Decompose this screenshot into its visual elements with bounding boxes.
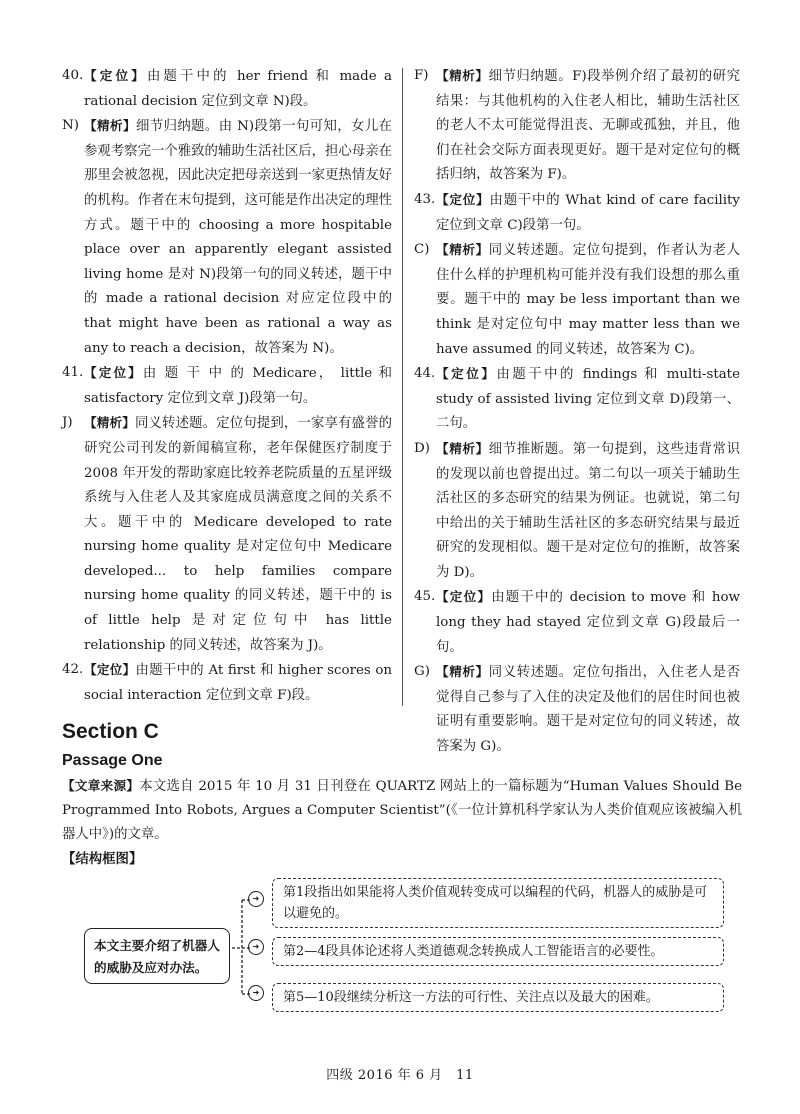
entry-text: 由题干中的 findings 和 multi-state study of assisted living 定位到文章 D)段第一、二句。: [436, 367, 740, 432]
entry-c-analysis: [414, 238, 740, 362]
passage-title: Passage One: [62, 752, 163, 769]
entry-text: 由题干中的 What kind of care facility 定位到文章 C)段第一句。: [436, 192, 741, 233]
diagram-branch-2: 第2—4段具体论述将人类道德观念转换成人工智能语言的必要性。: [272, 937, 724, 966]
entry-label: 45.: [414, 589, 436, 605]
entry-tag: 【精析】: [436, 68, 489, 83]
entry-45-locate: [414, 585, 740, 660]
entry-text: 同义转述题。定位句提到，一家享有盛誉的研究公司刊发的新闻稿宣称，老年保健医疗制度于 2008 年开发的帮助家庭比较养老院质量的五星评级系统与入住老人及其家庭成员满意度之间的关系不大。题干中的 Medicare developed to rate nursing home quality 是对定位句中 Medicare developed... to help families compare nursing home quality 的同义转述，题干中的 is of little help 是对定位句中 has little relationship 的同义转述，故答案为 J)。: [84, 416, 393, 653]
entry-tag: 【精析】: [84, 415, 135, 431]
left-column: [62, 64, 392, 708]
entry-41-locate: [62, 361, 392, 411]
entry-text: 细节归纳题。F)段举例介绍了最初的研究结果：与其他机构的入住老人相比，辅助生活社区的老人不太可能觉得沮丧、无聊或孤独，并且，他们在社会交际方面表现更好。题干是对定位句的概括归纳，故答案为 F)。: [436, 69, 741, 183]
arrow-circle-icon: ➜: [248, 889, 278, 911]
entry-label: C): [414, 242, 430, 258]
section-title: Section C: [62, 720, 159, 743]
diagram-branch-3: 第5—10段继续分析这一方法的可行性、关注点以及最大的困难。: [272, 983, 724, 1012]
right-column: [414, 64, 740, 760]
entry-text: 同义转述题。定位句提到，作者认为老人住什么样的护理机构可能并没有我们设想的那么重要。题干中的 may be less important than we think 是对定位句中 may matter less than we have assumed 的同义转述，故答案为 C)。: [436, 243, 741, 357]
entry-40-locate: [62, 64, 392, 114]
entry-n-analysis: [62, 114, 392, 361]
entry-44-locate: [414, 362, 740, 437]
source-text: 本文选自 2015 年 10 月 31 日刊登在 QUARTZ 网站上的一篇标题为“Human Values Should Be Programmed Into Robots, Argues a Computer Scientist”(《一位计算机科学家认为人类价值观应该被编入机器人中》)的文章。: [62, 779, 742, 842]
entry-label: 41.: [62, 365, 84, 381]
entry-tag: 【精析】: [436, 242, 489, 258]
entry-tag: 【定位】: [84, 365, 143, 381]
entry-43-locate: [414, 188, 740, 238]
entry-label: 43.: [414, 191, 436, 207]
entry-label: 44.: [414, 366, 436, 382]
entry-text: 细节推断题。第一句提到，这些违背常识的发现以前也曾提出过。第二句以一项关于辅助生活社区的多态研究的结果为例证。也就说，第二句中给出的关于辅助生活社区的多态研究结果与最近研究的发现相似。题干是对定位句的推断，故答案为 D)。: [436, 441, 741, 580]
entry-text: 由题干中的 her friend 和 made a rational decision 定位到文章 N)段。: [84, 69, 393, 109]
entry-text: 由题干中的 At first 和 higher scores on social interaction 定位到文章 F)段。: [84, 663, 393, 703]
column-divider: [402, 68, 403, 706]
source-tag: 【文章来源】: [62, 778, 140, 793]
entry-tag: 【定位】: [84, 662, 136, 678]
entry-label: F): [414, 68, 429, 83]
framework-label: 【结构框图】: [62, 852, 143, 867]
entry-label: D): [414, 440, 430, 456]
entry-tag: 【定位】: [436, 191, 490, 207]
entry-42-locate: [62, 658, 392, 708]
entry-j-analysis: [62, 411, 392, 658]
arrow-circle-icon: ➜: [248, 983, 278, 1005]
entry-label: N): [62, 118, 79, 134]
entry-label: J): [62, 415, 73, 431]
diagram-branch-1: 第1段指出如果能将人类价值观转变成可以编程的代码，机器人的威胁是可以避免的。: [272, 878, 724, 928]
entry-text: 同义转述题。定位句指出，入住老人是否觉得自己参与了入住的决定及他们的居住时间也被证明有重要影响。题干是对定位句的同义转述，故答案为 G)。: [436, 665, 741, 755]
entry-label: 40.: [62, 68, 84, 83]
entry-text: 由题干中的 decision to move 和 how long they had stayed 定位到文章 G)段最后一句。: [436, 590, 740, 655]
entry-label: G): [414, 664, 430, 680]
arrow-circle-icon: ➜: [248, 937, 278, 959]
diagram-main-box: 本文主要介绍了机器人的威胁及应对办法。: [84, 928, 230, 984]
entry-label: 42.: [62, 662, 84, 678]
entry-f-analysis: [414, 64, 740, 188]
entry-tag: 【定位】: [84, 68, 147, 83]
entry-text: 由 题 干 中 的 Medicare， little 和 satisfactory 定位到文章 J)段第一句。: [84, 366, 392, 406]
entry-d-analysis: [414, 437, 740, 586]
entry-tag: 【精析】: [436, 440, 489, 456]
entry-text: 细节归纳题。由 N)段第一句可知，女儿在参观考察完一个雅致的辅助生活社区后，担心母亲在那里会被忽视，因此决定把母亲送到一家更热情友好的机构。作者在末句提到，这可能是作出决定的理性方式。题干中的 choosing a more hospitable place over an apparently elegant assisted living home 是对 N)段第一句的同义转述，题干中的 made a rational decision 对应定位段中的 that might have been as rational a way as any to reach a decision，故答案为 N)。: [84, 119, 393, 356]
entry-tag: 【定位】: [436, 589, 492, 605]
entry-tag: 【精析】: [436, 664, 489, 680]
entry-tag: 【定位】: [436, 366, 497, 382]
article-source: [62, 774, 742, 847]
entry-tag: 【精析】: [84, 118, 136, 134]
entry-g-analysis: [414, 660, 740, 759]
page-footer: 四级 2016 年 6 月 11: [326, 1068, 474, 1083]
